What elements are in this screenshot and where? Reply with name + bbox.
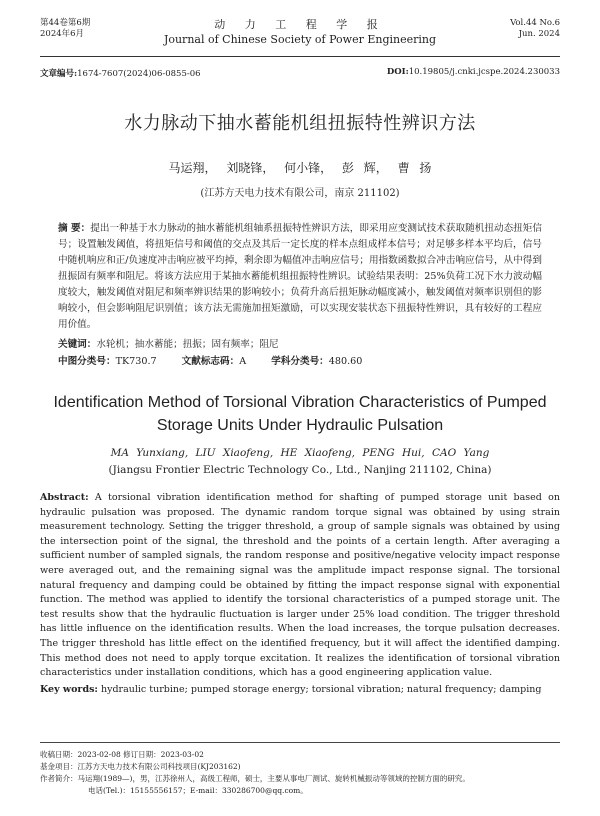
title-en-line2: Storage Units Under Hydraulic Pulsation — [156, 417, 444, 434]
abstract-en — [40, 491, 560, 681]
abstract-en-label: Abstract: — [40, 492, 89, 503]
footnote-funding: 基金项目：江苏方天电力技术有限公司科技项目(KJ203162) — [40, 762, 241, 771]
article-number — [40, 67, 201, 79]
footnote-contact: 电话(Tel.)：15155556157；E-mail：330286700@qq.com。 — [88, 786, 308, 795]
abstract-en-text: A torsional vibration identification method for shafting of pumped storage unit based on hydraulic pulsation was proposed. The dynamic random torque signal was obtained by using strain measurement technology. Setting the trigger threshold, a group of sample signals was obtained by using the intersection point of the signal, the threshold and the points of a certain length. After averaging a sufficient number of sampled signals, the random response and positive/negative velocity impact response were averaged out, and the remaining signal was the amplitude impact response signal. The torsional natural frequency and damping could be obtained by fitting the impact response signal with exponential function. The method was applied to identify the torsional characteristics of a pumped storage unit. The test results show that the hydraulic fluctuation is larger under 25% load condition. The trigger threshold has little influence on the identification results. When the load increases, the torque pulsation decreases. The trigger threshold has little effect on the identified frequency, but it will affect the identified damping. This method does not need to apply torque excitation. It realizes the identification of torsional vibration characteristics under installation conditions, which has a good engineering application value. — [40, 492, 560, 679]
volume-issue-en — [510, 18, 560, 40]
doc-label: 文献标志码： — [181, 356, 240, 367]
authors-en: MA Yunxiang, LIU Xiaofeng, HE Xiaofeng, PENG Hui, CAO Yang — [110, 447, 490, 459]
article-ids — [40, 67, 560, 85]
subject-label: 学科分类号： — [271, 356, 329, 367]
volume-line-en: Vol.44 No.6 — [510, 18, 560, 28]
title-cn: 水力脉动下抽水蓄能机组扭振特性辨识方法 — [124, 113, 476, 134]
document-code — [182, 356, 247, 367]
keywords-cn-text: 水轮机；抽水蓄能；扭振；固有频率；阻尼 — [96, 339, 279, 350]
doi-label: DOI: — [386, 67, 409, 77]
doi — [387, 67, 560, 77]
article-number-label: 文章编号: — [40, 69, 78, 79]
affiliation-en: (Jiangsu Frontier Electric Technology Co., Ltd., Nanjing 211102, China) — [108, 464, 492, 476]
keywords-en-text: hydraulic turbine; pumped storage energy; torsional vibration; natural frequency; damping — [100, 683, 542, 695]
clc-value: TK730.7 — [115, 356, 157, 367]
journal-name-cn: 动 力 工 程 学 报 — [214, 18, 386, 31]
classification-row — [58, 354, 542, 369]
subject-code — [271, 356, 362, 367]
abstract-cn — [58, 221, 542, 333]
journal-header — [40, 0, 560, 57]
affiliation-cn: (江苏方天电力技术有限公司，南京 211102) — [200, 188, 400, 199]
doc-value: A — [239, 356, 247, 367]
title-en-line1: Identification Method of Torsional Vibration Characteristics of Pumped — [53, 394, 547, 411]
footnote — [40, 742, 560, 797]
journal-name-en: Journal of Chinese Society of Power Engineering — [163, 33, 437, 46]
footnote-received: 收稿日期：2023-02-08 修订日期：2023-03-02 — [40, 750, 204, 759]
title-en — [40, 391, 560, 437]
doi-value: 10.19805/j.cnki.jcspe.2024.230033 — [408, 67, 560, 77]
keywords-cn — [58, 337, 542, 352]
volume-line: 第44卷第6期 — [40, 18, 91, 28]
article-number-value: 1674-7607(2024)06-0855-06 — [77, 69, 201, 79]
clc-label: 中图分类号： — [58, 356, 116, 367]
abstract-cn-label: 摘 要： — [58, 223, 91, 234]
authors-cn: 马运翔， 刘晓锋， 何小锋， 彭 辉， 曹 扬 — [168, 161, 432, 175]
keywords-en-label: Key words: — [40, 683, 98, 695]
clc-number — [58, 356, 157, 367]
date-line-en: Jun. 2024 — [518, 29, 560, 39]
keywords-cn-label: 关键词： — [58, 339, 97, 350]
subject-value: 480.60 — [328, 356, 363, 367]
journal-name — [40, 16, 560, 46]
keywords-en — [40, 683, 560, 698]
abstract-cn-text: 提出一种基于水力脉动的抽水蓄能机组轴系扭振特性辨识方法，即采用应变测试技术获取随机扭动态扭矩信号；设置触发阈值，将扭矩信号和阈值的交点及其后一定长度的样本点组成样本信号；对足够多样本平均后，信号中随机响应和正/负速度冲击响应被平均掉，剩余即为幅值冲击响应信号；用指数函数拟合冲击响应信号，从中得到扭振固有频率和阻尼。将该方法应用于某抽水蓄能机组扭振特性辨识。试验结果表明：25%负荷工况下水力波动幅度较大，触发阈值对阻尼和频率辨识结果的影响较小；负荷升高后扭矩脉动幅度减小，触发阈值对频率识别但的影响较小，但会影响阻尼识别值；该方法无需施加扭矩激励，可以实现安装状态下扭振特性辨识，具有较好的工程应用价值。 — [58, 223, 542, 330]
date-line: 2024年6月 — [40, 29, 85, 39]
footnote-author: 作者简介：马运翔(1989—)，男，江苏徐州人，高级工程师，硕士，主要从事电厂测试、旋转机械振动等领域的控制方面的研究。 — [40, 774, 470, 783]
